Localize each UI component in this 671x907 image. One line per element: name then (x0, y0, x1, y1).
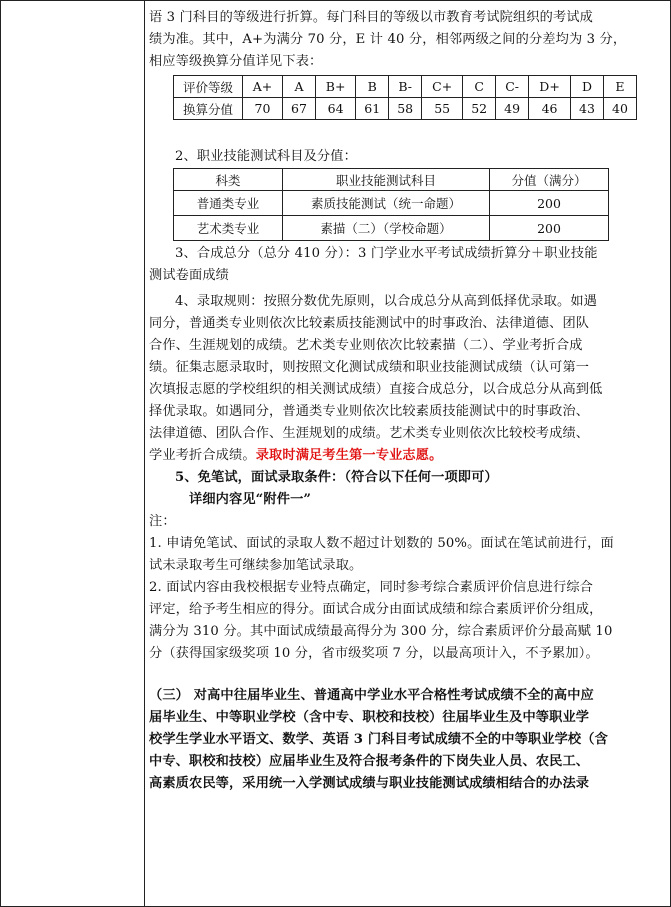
text-line: 语 3 门科目的等级进行折算。每门科目的等级以市教育考试院组织的考试成 (149, 10, 594, 25)
table-header-cell: 职业技能测试科目 (283, 169, 490, 191)
section-three-paragraph (149, 685, 671, 795)
section-2-title: 2、职业技能测试科目及分值： (175, 149, 357, 164)
text-line: 绩。征集志愿录取时，则按照文化测试成绩和职业技能测试成绩（认可第一 (149, 360, 590, 375)
text-line: 法律道德、团队合作、生涯规划的成绩。艺术类专业则依次比较校考成绩、 (149, 426, 590, 441)
table-row (174, 191, 609, 216)
table-cell: 40 (603, 98, 636, 120)
text-line: 绩为准。其中，A+为满分 70 分，E 计 40 分，相邻两级之间的分差均为 3 分， (149, 32, 627, 47)
text-line: 测试卷面成绩 (149, 268, 230, 283)
table-cell: D+ (529, 76, 571, 98)
table-cell: 200 (490, 216, 609, 241)
left-label-column (1, 1, 145, 906)
text-line: 同分，普通类专业则依次比较素质技能测试中的时事政治、法律道德、团队 (149, 316, 590, 331)
table-row (174, 98, 637, 120)
table-cell: 67 (283, 98, 316, 120)
text-line: 3、合成总分（总分 410 分）：3 门学业水平考试成绩折算分＋职业技能 (175, 246, 598, 261)
table-cell: C (463, 76, 496, 98)
table-row (174, 216, 609, 241)
table-cell: A+ (243, 76, 283, 98)
text-line: （三） 对高中往届毕业生、普通高中学业水平合格性考试成绩不全的高中应 (149, 688, 594, 703)
text-line: 评定，给予考生相应的得分。面试合成分由面试成绩和综合素质评价分组成， (149, 602, 603, 617)
table-header-cell: 评价等级 (174, 76, 243, 98)
table-cell: 55 (422, 98, 463, 120)
text-line: 高素质农民等，采用统一入学测试成绩与职业技能测试成绩相结合的办法录 (149, 776, 590, 791)
text-line: 试未录取考生可继续参加笔试录取。 (149, 558, 363, 573)
table-cell: E (603, 76, 636, 98)
note-label: 注： (149, 514, 176, 529)
text-line: 相应等级换算分值详见下表： (149, 54, 323, 69)
text-line: 择优录取。如遇同分，普通类专业则依次比较素质技能测试中的时事政治、 (149, 404, 590, 419)
table-cell: C- (496, 76, 529, 98)
table-cell: D (571, 76, 604, 98)
text-line: 中专、职校和技校）应届毕业生及符合报考条件的下岗失业人员、农民工、 (149, 754, 590, 769)
table-cell: 200 (490, 191, 609, 216)
table-cell: A (283, 76, 316, 98)
table-row (174, 169, 609, 191)
red-highlight-text: 录取时满足考生第一专业志愿。 (255, 448, 443, 463)
table-header-cell: 分值（满分） (490, 169, 609, 191)
table-cell: B+ (315, 76, 355, 98)
table-cell: 普通类专业 (174, 191, 283, 216)
text-line: 4、录取规则：按照分数优先原则，以合成总分从高到低择优录取。如遇 (175, 294, 597, 309)
table-cell: 素质技能测试（统一命题） (283, 191, 490, 216)
table-row (174, 76, 637, 98)
grade-conversion-table (173, 75, 637, 120)
table-cell: 52 (463, 98, 496, 120)
text-line: 分（获得国家级奖项 10 分，省市级奖项 7 分，以最高项计入，不予累加）。 (149, 646, 599, 661)
note-2 (149, 577, 671, 665)
table-header-cell: 科类 (174, 169, 283, 191)
table-cell: B (356, 76, 389, 98)
section-5-title: 5、免笔试，面试录取条件：（符合以下任何一项即可） (175, 470, 498, 485)
text-line: 校学生学业水平语文、数学、英语 3 门科目考试成绩不全的中等职业学校（含 (149, 732, 608, 747)
skill-test-table (173, 168, 609, 241)
table-cell: 70 (243, 98, 283, 120)
table-cell: 49 (496, 98, 529, 120)
table-cell: 素描（二）（学校命题） (283, 216, 490, 241)
text-line: 次填报志愿的学校组织的相关测试成绩）直接合成总分，以合成总分从高到低 (149, 382, 603, 397)
section-3-paragraph (149, 243, 671, 287)
table-cell: 64 (315, 98, 355, 120)
text-line: 合作、生涯规划的成绩。艺术类专业则依次比较素描（二）、学业考折合成 (149, 338, 583, 353)
table-cell: 61 (356, 98, 389, 120)
table-header-cell: 换算分值 (174, 98, 243, 120)
text-segment: 学业考折合成绩。 (149, 448, 256, 463)
section-4-paragraph (149, 291, 671, 467)
text-line: 满分为 310 分。其中面试成绩最高得分为 300 分，综合素质评价分最高赋 10 (149, 624, 613, 639)
text-line: 届毕业生、中等职业学校（含中专、职校和技校）往届毕业生及中等职业学 (149, 710, 590, 725)
table-cell: B- (389, 76, 422, 98)
text-line (149, 445, 671, 467)
content-column (145, 1, 671, 795)
text-line: 2. 面试内容由我校根据专业特点确定，同时参考综合素质评价信息进行综合 (149, 580, 594, 595)
section-5-detail: 详细内容见“附件一” (189, 492, 312, 507)
table-cell: 43 (571, 98, 604, 120)
table-cell: 58 (389, 98, 422, 120)
note-1 (149, 533, 671, 577)
table-cell: 艺术类专业 (174, 216, 283, 241)
table-cell: 46 (529, 98, 571, 120)
text-line: 1. 申请免笔试、面试的录取人数不超过计划数的 50%。面试在笔试前进行，面 (149, 536, 614, 551)
table-cell: C+ (422, 76, 463, 98)
intro-paragraph (149, 7, 671, 73)
